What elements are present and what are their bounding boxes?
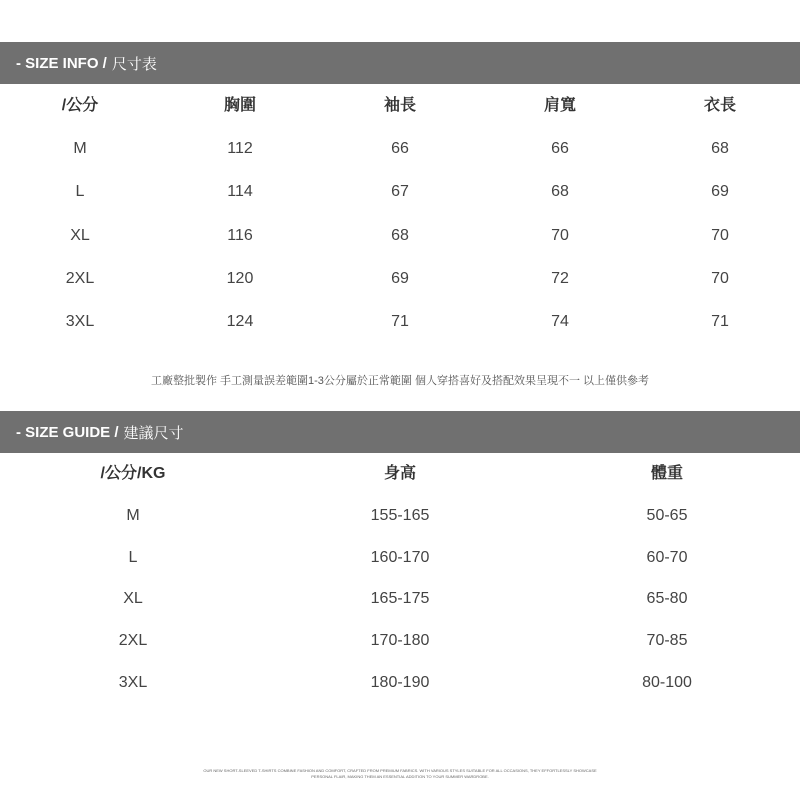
table-row: [0, 548, 800, 568]
chest-cell: 112: [227, 140, 253, 157]
size-cell: L: [128, 549, 138, 566]
size-cell: 2XL: [118, 632, 148, 649]
sleeve-cell: 71: [391, 313, 409, 330]
size-guide-header-weight: 體重: [650, 465, 684, 482]
table-row: [0, 269, 800, 289]
weight-cell: 60-70: [646, 549, 688, 566]
size-cell: M: [126, 507, 140, 524]
weight-cell: 70-85: [646, 632, 688, 649]
size-cell: M: [73, 140, 87, 157]
size-info-title: - SIZE INFO /: [16, 54, 107, 72]
footer-description: OUR NEW SHORT-SLEEVED T-SHIRTS COMBINE FASHION AND COMFORT, CRAFTED FROM PREMIUM FABRICS. WITH VARIOUS STYLES SUITABLE FOR ALL OCCASIONS, THEY EFFORTLESSLY SHOWCASE PERSONAL FLAIR, MAKING THEM AN ESSENTIAL ADDITION TO YOUR SUMMER WARDROBE.: [203, 768, 597, 779]
shoulder-cell: 68: [551, 183, 569, 200]
height-cell: 180-190: [370, 674, 430, 691]
chest-cell: 116: [227, 227, 253, 244]
length-cell: 68: [711, 140, 729, 157]
table-row: [0, 139, 800, 159]
shoulder-cell: 72: [551, 270, 569, 287]
size-info-header-length: 衣長: [703, 97, 737, 114]
sleeve-cell: 69: [391, 270, 409, 287]
shoulder-cell: 66: [551, 140, 569, 157]
size-cell: 3XL: [65, 313, 95, 330]
length-cell: 70: [711, 227, 729, 244]
size-guide-header-row: [0, 464, 800, 484]
length-cell: 69: [711, 183, 729, 200]
sleeve-cell: 68: [391, 227, 409, 244]
size-guide-banner: [0, 411, 800, 453]
shoulder-cell: 70: [551, 227, 569, 244]
table-row: [0, 226, 800, 246]
size-info-header-sleeve: 袖長: [383, 97, 417, 114]
height-cell: 165-175: [370, 590, 430, 607]
weight-cell: 80-100: [642, 674, 692, 691]
size-cell: 3XL: [118, 674, 148, 691]
height-cell: 170-180: [370, 632, 430, 649]
weight-cell: 65-80: [646, 590, 688, 607]
weight-cell: 50-65: [646, 507, 688, 524]
size-info-banner: [0, 42, 800, 84]
size-info-header-row: [0, 96, 800, 116]
table-row: [0, 182, 800, 202]
chest-cell: 114: [227, 183, 253, 200]
size-cell: 2XL: [65, 270, 95, 287]
size-cell: XL: [123, 590, 143, 607]
table-row: [0, 631, 800, 651]
table-row: [0, 506, 800, 526]
size-guide-header-unit: /公分/KG: [100, 465, 166, 482]
chest-cell: 120: [226, 270, 254, 287]
size-info-header-unit: /公分: [61, 97, 99, 114]
size-cell: XL: [70, 227, 90, 244]
sleeve-cell: 66: [391, 140, 409, 157]
size-info-title-cn: 尺寸表: [111, 55, 157, 73]
size-info-header-chest: 胸圍: [223, 97, 257, 114]
length-cell: 71: [711, 313, 729, 330]
sleeve-cell: 67: [391, 183, 409, 200]
table-row: [0, 312, 800, 332]
table-row: [0, 589, 800, 609]
size-cell: L: [75, 183, 85, 200]
size-guide-title: - SIZE GUIDE /: [16, 423, 119, 441]
height-cell: 155-165: [370, 507, 430, 524]
shoulder-cell: 74: [551, 313, 569, 330]
chest-cell: 124: [226, 313, 254, 330]
size-guide-title-cn: 建議尺寸: [123, 424, 184, 442]
height-cell: 160-170: [370, 549, 430, 566]
size-guide-header-height: 身高: [383, 465, 417, 482]
table-row: [0, 673, 800, 693]
length-cell: 70: [711, 270, 729, 287]
size-info-header-shoulder: 肩寬: [543, 97, 577, 114]
measurement-note: 工廠整批製作 手工測量誤差範圍1-3公分屬於正常範圍 個人穿搭喜好及搭配效果呈現不一 以上僅供參考: [150, 375, 650, 387]
